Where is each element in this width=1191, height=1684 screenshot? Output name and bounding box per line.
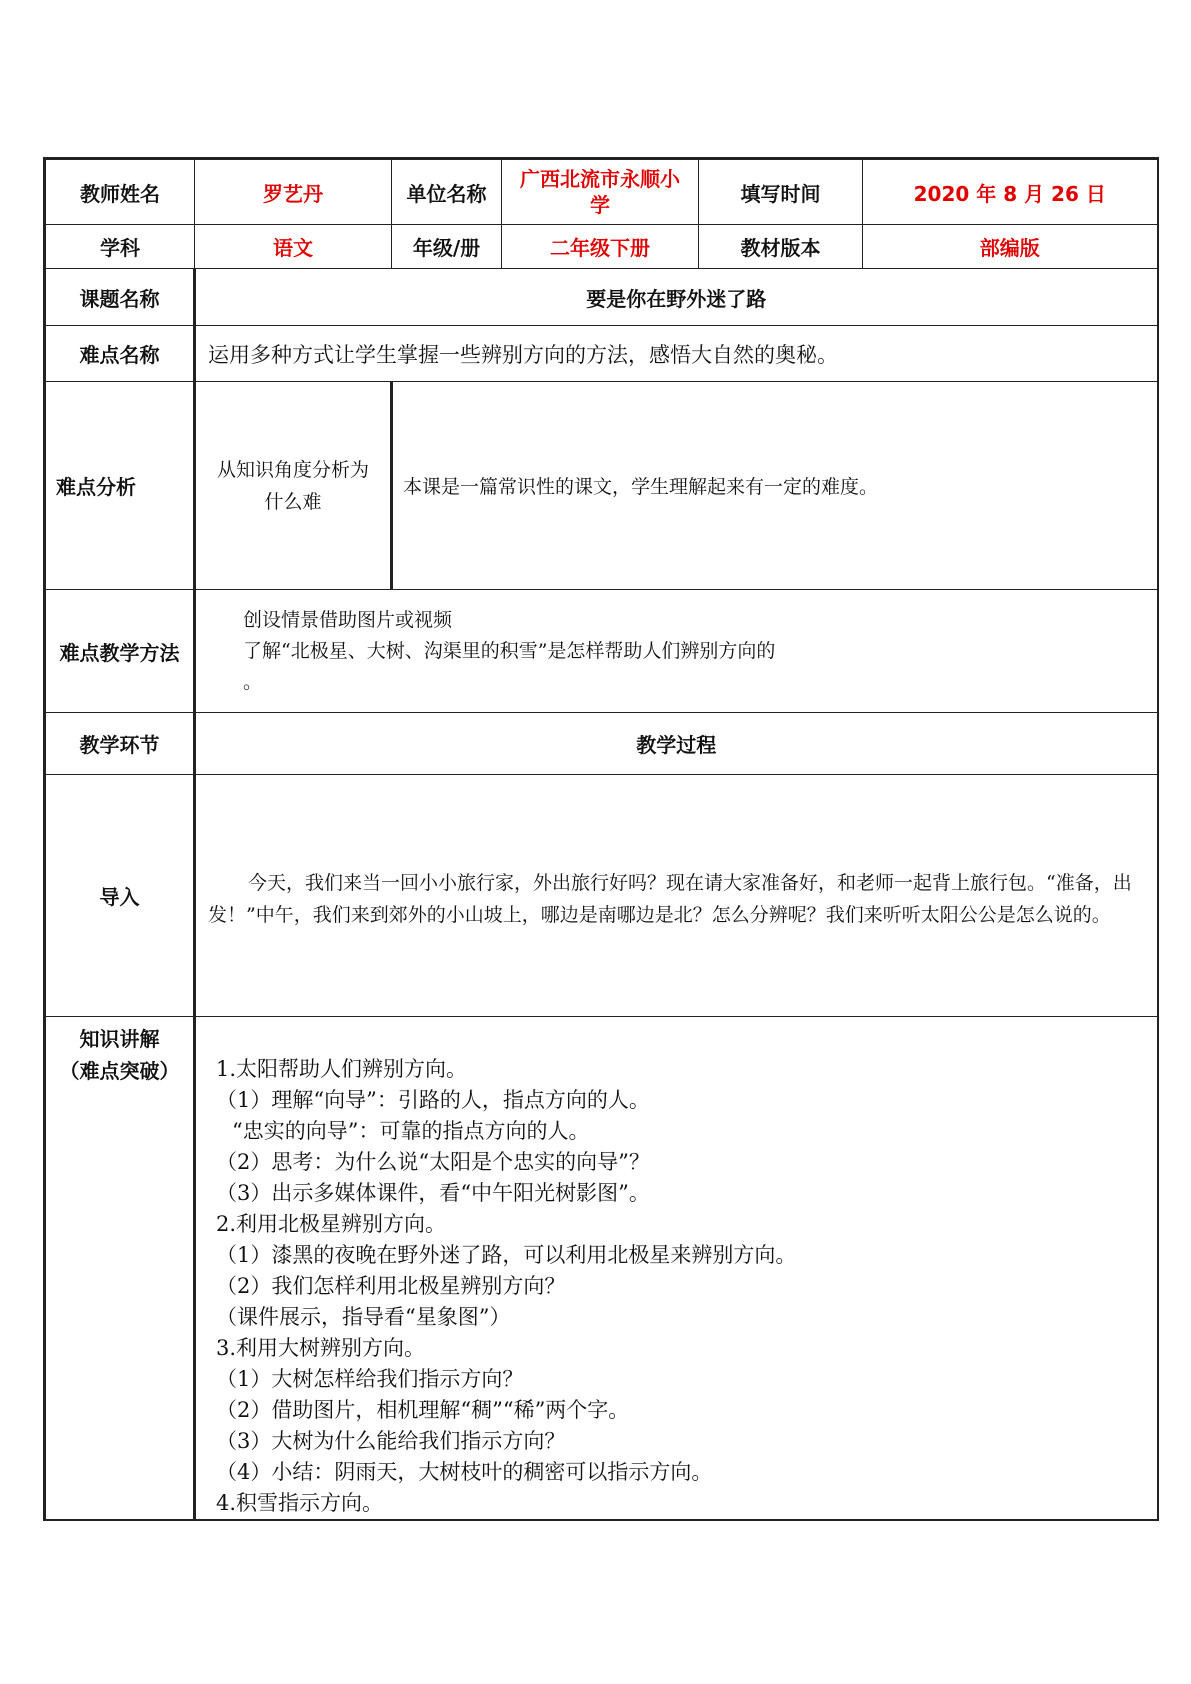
knowledge-line: （课件展示，指导看“星象图”） [216,1305,511,1329]
knowledge-label [45,1017,195,1521]
knowledge-line: 2.利用北极星辨别方向。 [216,1212,447,1236]
edition-label: 教材版本 [699,225,863,269]
knowledge-label-line1: 知识讲解 [79,1027,160,1051]
intro-text: 今天，我们来当一回小小旅行家，外出旅行好吗？现在请大家准备好，和老师一起背上旅行包。“准备，出发！”中午，我们来到郊外的小山坡上，哪边是南哪边是北？怎么分辨呢？我们来听听太阳公公是怎么说的。 [208,871,1132,926]
analysis-row [45,382,1158,590]
method-line: 。 [243,670,263,693]
knowledge-line: （1）漆黑的夜晚在野外迷了路，可以利用北极星来辨别方向。 [216,1243,797,1267]
knowledge-lines [216,1054,1157,1519]
grade-label: 年级/册 [392,225,502,269]
fill-date-value: 2020 年 8 月 26 日 [863,159,1158,225]
difficulty-row [45,326,1158,382]
subject-label: 学科 [45,225,195,269]
knowledge-line: （4）小结：阴雨天，大树枝叶的稠密可以指示方向。 [216,1460,713,1484]
header-row-2 [45,225,1158,269]
method-row [45,590,1158,713]
knowledge-row [45,1017,1158,1521]
knowledge-line: 3.利用大树辨别方向。 [216,1336,426,1360]
analysis-label: 难点分析 [45,382,195,590]
intro-row [45,775,1158,1017]
grade-value: 二年级下册 [502,225,699,269]
knowledge-line: 4.积雪指示方向。 [216,1491,384,1515]
knowledge-line: （2）思考：为什么说“太阳是个忠实的向导”？ [216,1150,650,1174]
method-content [195,590,1158,713]
knowledge-line: （2）借助图片，相机理解“稠”“稀”两个字。 [216,1398,630,1422]
teacher-name-label: 教师姓名 [45,159,195,225]
unit-name-value: 广西北流市永顺小学 [502,159,699,225]
method-line: 创设情景借助图片或视频 [243,608,453,631]
knowledge-line: （3）大树为什么能给我们指示方向？ [216,1429,566,1453]
method-label: 难点教学方法 [45,590,195,713]
analysis-value: 本课是一篇常识性的课文，学生理解起来有一定的难度。 [392,382,1158,590]
fill-date-label: 填写时间 [699,159,863,225]
topic-label: 课题名称 [45,269,195,326]
subject-value: 语文 [195,225,392,269]
knowledge-content [195,1017,1158,1521]
process-header-row [45,713,1158,775]
method-line: 了解“北极星、大树、沟渠里的积雪”是怎样帮助人们辨别方向的 [243,639,776,662]
unit-name-label: 单位名称 [392,159,502,225]
process-label: 教学过程 [195,713,1158,775]
header-row-1 [45,159,1158,225]
knowledge-line: 1.太阳帮助人们辨别方向。 [216,1057,468,1081]
edition-value: 部编版 [863,225,1158,269]
knowledge-line: （3）出示多媒体课件，看“中午阳光树影图”。 [216,1181,650,1205]
difficulty-value: 运用多种方式让学生掌握一些辨别方向的方法，感悟大自然的奥秘。 [195,326,1158,382]
lesson-plan-sheet [43,157,1156,1521]
analysis-sub-label: 从知识角度分析为什么难 [195,382,392,590]
lesson-plan-table [43,157,1159,1521]
intro-label: 导入 [45,775,195,1017]
knowledge-line: （1）理解“向导”：引路的人，指点方向的人。 [216,1088,650,1112]
section-label: 教学环节 [45,713,195,775]
intro-content [195,775,1158,1017]
knowledge-line: （2）我们怎样利用北极星辨别方向？ [216,1274,566,1298]
topic-row [45,269,1158,326]
teacher-name-value: 罗艺丹 [195,159,392,225]
knowledge-line: （1）大树怎样给我们指示方向？ [216,1367,524,1391]
knowledge-label-line2: （难点突破） [59,1059,180,1083]
difficulty-label: 难点名称 [45,326,195,382]
knowledge-line: “忠实的向导”：可靠的指点方向的人。 [232,1119,590,1143]
topic-value: 要是你在野外迷了路 [195,269,1158,326]
